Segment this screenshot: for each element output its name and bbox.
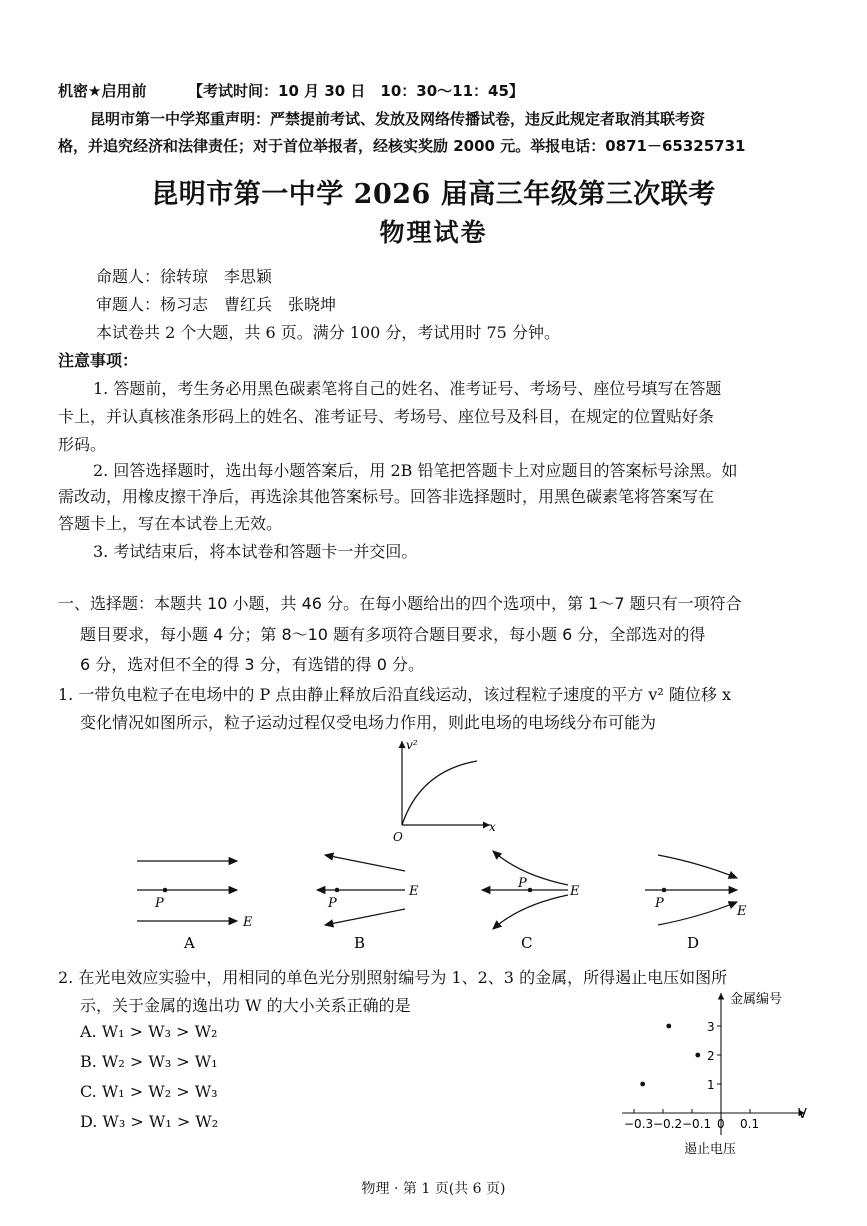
- page-subtitle: 物理试卷: [379, 218, 488, 247]
- y-tick-label: 1: [707, 1078, 715, 1092]
- x-axis-label: 遏止电压: [684, 1142, 737, 1157]
- confidential-label: 机密★启用前: [58, 82, 147, 100]
- note-3: 3. 考试结束后，将本试卷和答题卡一并交回。: [93, 542, 418, 561]
- y-axis-label: 金属编号: [730, 992, 783, 1007]
- q2-option-d: D. W₃ > W₁ > W₂: [80, 1112, 219, 1131]
- option-a-diagram: [137, 861, 253, 952]
- reviewers: 审题人：杨习志 曹红兵 张晓坤: [96, 295, 337, 314]
- y-tick-label: 2: [707, 1049, 715, 1063]
- option-a-label: A: [184, 934, 195, 952]
- svg-text:E: E: [409, 884, 419, 899]
- option-c-diagram: [482, 851, 580, 952]
- q1-field-line-options: [125, 845, 765, 955]
- notes-heading: 注意事项：: [58, 351, 139, 370]
- q1-line-2: 变化情况如图所示，粒子运动过程仅受电场力作用，则此电场的电场线分布可能为: [80, 713, 657, 732]
- option-b-label: B: [354, 934, 366, 952]
- q1-v2-x-graph: [380, 733, 510, 848]
- data-point: [640, 1082, 645, 1087]
- note-1-line-2: 卡上，并认真核准条形码上的姓名、准考证号、考场号、座位号及科目，在规定的位置贴好条: [58, 407, 715, 426]
- svg-text:E: E: [737, 904, 747, 919]
- note-1-line-1: 1. 答题前，考生务必用黑色碳素笔将自己的姓名、准考证号、考场号、座位号填写在答题: [93, 379, 722, 398]
- q1-line-1: 1. 一带负电粒子在电场中的 P 点由静止释放后沿直线运动，该过程粒子速度的平方 v² 随位移 x: [58, 685, 732, 704]
- v2-curve: [402, 761, 477, 825]
- q2-stopping-voltage-chart: [600, 985, 820, 1160]
- x-tick-label: −0.3: [624, 1117, 654, 1131]
- y-axis-label: v²: [406, 738, 418, 752]
- section-1-line-2: 题目要求，每小题 4 分；第 8～10 题有多项符合题目要求，每小题 6 分，全部选对的得: [80, 625, 706, 644]
- option-b-diagram: [317, 855, 419, 952]
- q2-option-b: B. W₂ > W₃ > W₁: [80, 1052, 218, 1071]
- page-title: 昆明市第一中学 2026 届高三年级第三次联考: [151, 179, 716, 210]
- exam-info: 本试卷共 2 个大题，共 6 页。满分 100 分，考试用时 75 分钟。: [96, 323, 560, 342]
- q2-option-a: A. W₁ > W₃ > W₂: [80, 1022, 218, 1041]
- option-d-diagram: [645, 855, 747, 952]
- note-2-line-2: 需改动，用橡皮擦干净后，再选涂其他答案标号。回答非选择题时，用黑色碳素笔将答案写在: [58, 487, 715, 506]
- x-tick-label: 0: [717, 1117, 725, 1131]
- q2-option-c: C. W₁ > W₂ > W₃: [80, 1082, 218, 1101]
- origin-label: O: [393, 830, 403, 844]
- option-c-label: C: [521, 934, 533, 952]
- data-point: [666, 1024, 671, 1029]
- statement-line-2: 格，并追究经济和法律责任；对于首位举报者，经核实奖励 2000 元。举报电话：0871－65325731: [58, 137, 746, 155]
- x-tick-label: −0.1: [682, 1117, 712, 1131]
- svg-text:E: E: [243, 915, 253, 930]
- data-point: [695, 1053, 700, 1058]
- y-tick-label: 3: [707, 1020, 715, 1034]
- q2-line-1: 2. 在光电效应实验中，用相同的单色光分别照射编号为 1、2、3 的金属，所得遏止电压如图所: [58, 968, 728, 987]
- note-1-line-3: 形码。: [58, 435, 107, 454]
- section-1-line-1: 一、选择题：本题共 10 小题，共 46 分。在每小题给出的四个选项中，第 1～7 题只有一项符合: [58, 594, 742, 613]
- x-tick-label: 0.1: [740, 1117, 760, 1131]
- section-1-line-3: 6 分，选对但不全的得 3 分，有选错的得 0 分。: [80, 655, 424, 674]
- svg-text:P: P: [155, 896, 164, 911]
- x-axis-label: x: [489, 820, 496, 834]
- note-2-line-1: 2. 回答选择题时，选出每小题答案后，用 2B 铅笔把答题卡上对应题目的答案标号涂黑。如: [93, 461, 738, 480]
- statement-line-1: 昆明市第一中学郑重声明：严禁提前考试、发放及网络传播试卷，违反此规定者取消其联考资: [90, 110, 706, 128]
- note-2-line-3: 答题卡上，写在本试卷上无效。: [58, 514, 283, 533]
- proposers: 命题人：徐转琼 李思颖: [96, 267, 273, 286]
- q2-line-2: 示，关于金属的逸出功 W 的大小关系正确的是: [80, 996, 411, 1015]
- svg-text:P: P: [518, 876, 527, 891]
- svg-text:P: P: [328, 896, 337, 911]
- svg-text:E: E: [570, 884, 580, 899]
- x-tick-label: −0.2: [653, 1117, 683, 1131]
- page-footer: 物理 · 第 1 页(共 6 页): [361, 1181, 506, 1197]
- option-d-label: D: [687, 934, 700, 952]
- x-axis-unit: V: [798, 1107, 807, 1122]
- chart-marks: [624, 1020, 759, 1131]
- exam-time: 【考试时间：10 月 30 日 10：30～11：45】: [188, 82, 524, 100]
- svg-text:P: P: [655, 896, 664, 911]
